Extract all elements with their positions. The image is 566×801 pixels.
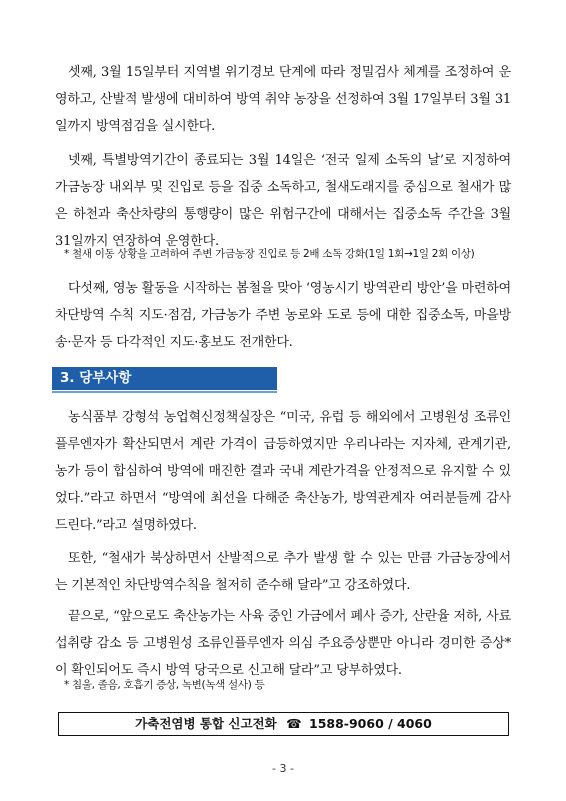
footnote-disinfection: * 철새 이동 상황을 고려하여 주변 가금농장 진입로 등 2배 소독 강화(1일 1회→1일 2회 이상) (64, 248, 475, 260)
section-heading: 3. 당부사항 (52, 367, 277, 390)
paragraph-quote-director: 농식품부 강형석 농업혁신정책실장은 “미국, 유럽 등 해외에서 고병원성 조류인플루엔자가 확산되면서 계란 가격이 급등하였지만 우리나라는 지자체, 관계기관, 농가 등이 합심하여 방역에 매진한 결과 국내 계란가격을 안정적으로 유지할 수 있었다.”라고 하면서 “방역에 최선을 다해준 축산농가, 방역관계자 여러분들께 감사드린다.”라고 설명하였다. (55, 410, 511, 533)
page-number: - 3 - (272, 762, 294, 775)
hotline-box (58, 712, 509, 736)
hotline-number: 1588-9060 / 4060 (309, 716, 432, 731)
footnote-symptoms: * 침울, 졸음, 호흡기 증상, 녹변(녹색 설사) 등 (64, 679, 265, 691)
paragraph-fourth: 넷째, 특별방역기간이 종료되는 3월 14일은 ‘전국 일제 소독의 날’로 지정하여 가금농장 내외부 및 진입로 등을 집중 소독하고, 철새도래지를 중심으로 철새가 많은 하천과 축산차량의 통행량이 많은 위험구간에 대해서는 집중소독 주간을 3월 31일까지 연장하여 운영한다. (55, 153, 511, 249)
phone-icon: ☎ (286, 716, 302, 731)
paragraph-request: 끝으로, “앞으로도 축산농가는 사육 중인 가금에서 폐사 증가, 산란율 저하, 사료 섭취량 감소 등 고병원성 조류인플루엔자 의심 주요증상뿐만 아니라 경미한 증상*이 확인되어도 즉시 방역 당국으로 신고해 달라”고 당부하였다. (55, 609, 511, 678)
paragraph-fifth: 다섯째, 영농 활동을 시작하는 봄철을 맞아 ‘영농시기 방역관리 방안’을 마련하여 차단방역 수칙 지도·점검, 가금농가 주변 농로와 도로 등에 대한 집중소독, 마을방송·문자 등 다각적인 지도·홍보도 전개한다. (55, 281, 511, 350)
paragraph-third: 셋째, 3월 15일부터 지역별 위기경보 단계에 따라 정밀검사 체계를 조정하여 운영하고, 산발적 발생에 대비하여 방역 취약 농장을 선정하여 3월 17일부터 3월 31일까지 방역점검을 실시한다. (55, 65, 511, 134)
paragraph-emphasis: 또한, “철새가 북상하면서 산발적으로 추가 발생 할 수 있는 만큼 가금농장에서는 기본적인 차단방역수칙을 철저히 준수해 달라”고 강조하였다. (55, 551, 511, 593)
hotline-label: 가축전염병 통합 신고전화 (135, 716, 277, 731)
